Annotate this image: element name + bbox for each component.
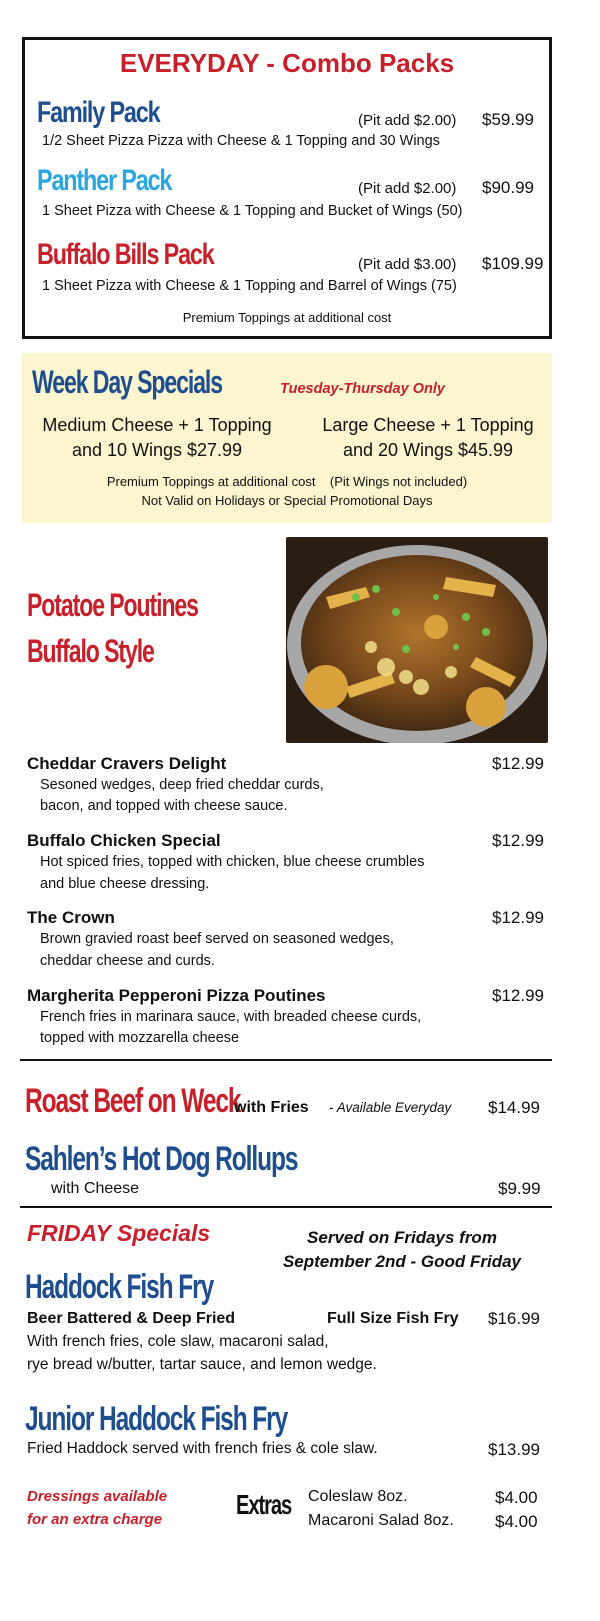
poutine-item-price: $12.99 <box>492 754 544 773</box>
extras-label: Extras <box>236 1489 292 1520</box>
panther-pack-desc: 1 Sheet Pizza with Cheese & 1 Topping and Bucket of Wings (50) <box>42 203 463 219</box>
divider <box>20 1206 552 1208</box>
weekday-note2: Not Valid on Holidays or Special Promotional Days <box>141 493 433 508</box>
weekday-left-line2: and 10 Wings $27.99 <box>71 440 243 460</box>
friday-served-line2: September 2nd - Good Friday <box>282 1252 522 1271</box>
haddock-price: $16.99 <box>488 1309 540 1328</box>
weekday-note1: Premium Toppings at additional cost (Pit Wings not included) <box>106 474 468 489</box>
family-pack-desc: 1/2 Sheet Pizza Pizza with Cheese & 1 Topping and 30 Wings <box>42 133 440 149</box>
weekday-right-line1: Large Cheese + 1 Topping <box>322 415 534 435</box>
roast-beef-with: with Fries <box>234 1099 309 1116</box>
friday-title: FRIDAY Specials <box>27 1220 211 1246</box>
poutine-item-desc: Hot spiced fries, topped with chicken, blue cheese crumbles <box>40 854 425 870</box>
weekday-right-line2: and 20 Wings $45.99 <box>342 440 514 460</box>
poutine-item-price: $12.99 <box>492 831 544 850</box>
bills-pack-desc: 1 Sheet Pizza with Cheese & 1 Topping and Barrel of Wings (75) <box>42 278 457 294</box>
dressings-note-line2: for an extra charge <box>27 1511 163 1528</box>
poutine-item-name: Margherita Pepperoni Pizza Poutines <box>27 986 326 1005</box>
friday-served-line1: Served on Fridays from <box>307 1228 497 1247</box>
junior-haddock-desc: Fried Haddock served with french fries & cole slaw. <box>27 1440 378 1457</box>
combo-note: Premium Toppings at additional cost <box>182 310 392 325</box>
hotdog-price: $9.99 <box>498 1179 541 1198</box>
poutine-item-price: $12.99 <box>492 986 544 1005</box>
bills-pack-pit: (Pit add $3.00) <box>358 256 457 273</box>
poutine-item-desc: French fries in marinara sauce, with breaded cheese curds, <box>40 1009 422 1025</box>
roast-beef-availability: - Available Everyday <box>329 1100 452 1115</box>
poutine-item-name: The Crown <box>27 908 115 927</box>
family-pack-price: $59.99 <box>482 110 534 129</box>
poutine-item-name: Buffalo Chicken Special <box>27 831 221 850</box>
haddock-desc: With french fries, cole slaw, macaroni salad, <box>27 1333 329 1350</box>
poutine-item-desc: cheddar cheese and curds. <box>40 953 215 969</box>
haddock-full-size: Full Size Fish Fry <box>327 1310 459 1327</box>
panther-pack-price: $90.99 <box>482 178 534 197</box>
hotdog-name: Sahlen’s Hot Dog Rollups <box>25 1140 298 1178</box>
poutine-item-desc: Sesoned wedges, deep fried cheddar curds, <box>40 777 324 793</box>
panther-pack-pit: (Pit add $2.00) <box>358 180 457 197</box>
poutine-item-desc: Brown gravied roast beef served on seasoned wedges, <box>40 931 394 947</box>
family-pack-name: Family Pack <box>37 96 160 129</box>
family-pack-pit: (Pit add $2.00) <box>358 112 457 129</box>
poutines-title-line1: Potatoe Poutines <box>27 587 198 623</box>
weekday-title: Week Day Specials <box>32 364 222 400</box>
combo-title: EVERYDAY - Combo Packs <box>119 48 455 78</box>
extras-item-name: Macaroni Salad 8oz. <box>308 1512 454 1529</box>
extras-item-price: $4.00 <box>495 1488 538 1507</box>
bills-pack-price: $109.99 <box>482 254 544 273</box>
poutine-item-name: Cheddar Cravers Delight <box>27 754 227 773</box>
dressings-note-line1: Dressings available <box>27 1488 168 1505</box>
haddock-sub: Beer Battered & Deep Fried <box>27 1310 236 1327</box>
hotdog-sub: with Cheese <box>51 1180 140 1197</box>
haddock-desc: rye bread w/butter, tartar sauce, and lemon wedge. <box>27 1356 377 1373</box>
junior-haddock-price: $13.99 <box>488 1440 540 1459</box>
roast-beef-name: Roast Beef on Weck <box>25 1082 241 1120</box>
divider <box>20 1059 552 1061</box>
extras-item-name: Coleslaw 8oz. <box>308 1488 408 1505</box>
poutine-item-desc: topped with mozzarella cheese <box>40 1030 240 1046</box>
bills-pack-name: Buffalo Bills Pack <box>37 238 214 271</box>
poutines-title-line2: Buffalo Style <box>27 633 154 669</box>
weekday-subtitle: Tuesday-Thursday Only <box>280 381 445 397</box>
poutine-photo <box>286 537 548 743</box>
haddock-title: Haddock Fish Fry <box>25 1268 214 1306</box>
weekday-left-line1: Medium Cheese + 1 Topping <box>42 415 272 435</box>
extras-item-price: $4.00 <box>495 1512 538 1531</box>
roast-beef-price: $14.99 <box>488 1098 540 1117</box>
poutine-item-price: $12.99 <box>492 908 544 927</box>
poutine-item-desc: and blue cheese dressing. <box>40 876 210 892</box>
junior-haddock-title: Junior Haddock Fish Fry <box>25 1400 288 1438</box>
poutine-item-desc: bacon, and topped with cheese sauce. <box>40 798 288 814</box>
panther-pack-name: Panther Pack <box>37 164 172 197</box>
